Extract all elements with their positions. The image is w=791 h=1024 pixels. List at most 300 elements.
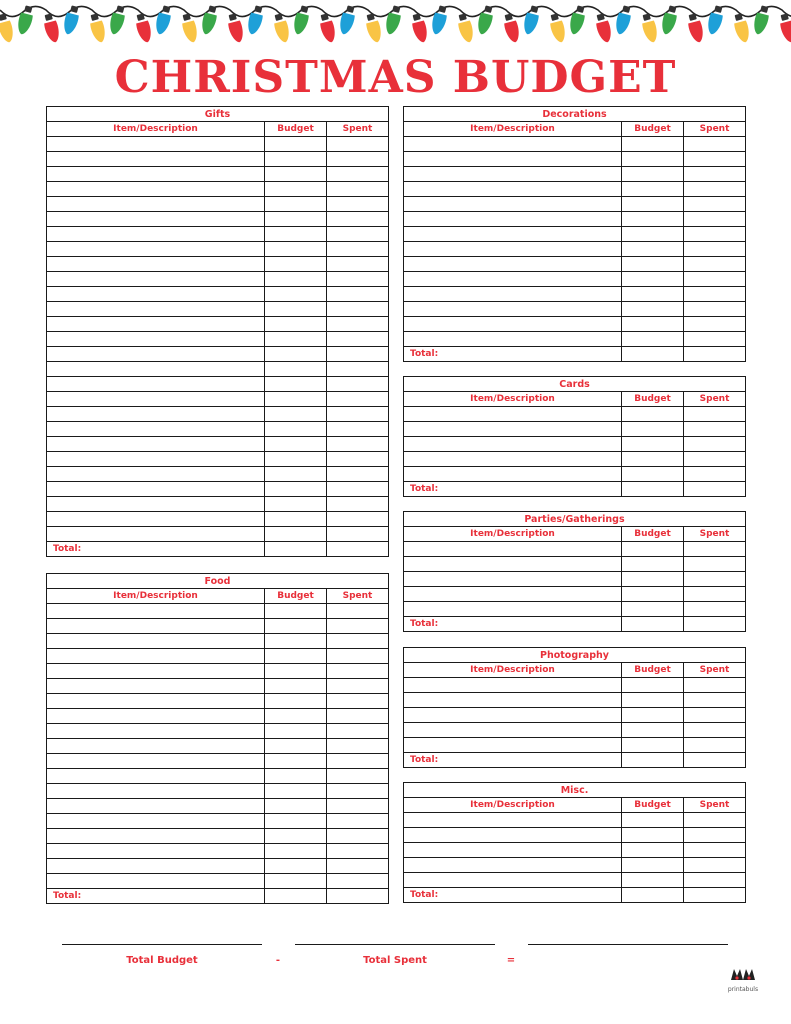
item-cell[interactable] xyxy=(47,437,265,452)
total-row xyxy=(47,542,389,557)
item-cell[interactable] xyxy=(404,542,622,557)
spent-cell[interactable] xyxy=(684,182,746,197)
budget-cell[interactable] xyxy=(622,227,684,242)
item-cell[interactable] xyxy=(404,678,622,693)
budget-column-header: Budget xyxy=(622,392,684,407)
budget-cell[interactable] xyxy=(265,467,327,482)
item-cell[interactable] xyxy=(47,302,265,317)
spent-cell[interactable] xyxy=(327,497,389,512)
spent-cell[interactable] xyxy=(684,272,746,287)
item-cell[interactable] xyxy=(404,332,622,347)
budget-column-header: Budget xyxy=(622,122,684,137)
budget-cell[interactable] xyxy=(265,242,327,257)
item-cell[interactable] xyxy=(47,407,265,422)
item-cell[interactable] xyxy=(404,873,622,888)
spent-cell[interactable] xyxy=(327,437,389,452)
budget-cell[interactable] xyxy=(622,858,684,873)
item-cell[interactable] xyxy=(47,859,265,874)
item-cell[interactable] xyxy=(47,137,265,152)
budget-cell[interactable] xyxy=(265,392,327,407)
budget-cell[interactable] xyxy=(622,257,684,272)
item-cell[interactable] xyxy=(404,287,622,302)
spent-cell[interactable] xyxy=(327,512,389,527)
budget-cell[interactable] xyxy=(265,437,327,452)
item-cell[interactable] xyxy=(47,167,265,182)
page-title: CHRISTMAS BUDGET xyxy=(114,52,677,103)
spent-cell[interactable] xyxy=(684,242,746,257)
budget-cell[interactable] xyxy=(265,377,327,392)
spent-cell[interactable] xyxy=(684,287,746,302)
spent-cell[interactable] xyxy=(684,197,746,212)
budget-cell[interactable] xyxy=(622,287,684,302)
item-cell[interactable] xyxy=(47,619,265,634)
table-row xyxy=(47,754,389,769)
total-spent-cell[interactable] xyxy=(684,617,746,632)
item-cell[interactable] xyxy=(47,347,265,362)
item-cell[interactable] xyxy=(47,497,265,512)
budget-cell[interactable] xyxy=(265,452,327,467)
item-cell[interactable] xyxy=(404,212,622,227)
item-cell[interactable] xyxy=(404,708,622,723)
budget-cell[interactable] xyxy=(265,167,327,182)
item-cell[interactable] xyxy=(47,829,265,844)
item-cell[interactable] xyxy=(404,227,622,242)
spent-cell[interactable] xyxy=(684,572,746,587)
total-budget-cell[interactable] xyxy=(622,617,684,632)
spent-cell[interactable] xyxy=(327,694,389,709)
budget-cell[interactable] xyxy=(622,302,684,317)
item-cell[interactable] xyxy=(404,242,622,257)
item-cell[interactable] xyxy=(404,467,622,482)
budget-cell[interactable] xyxy=(622,272,684,287)
spent-cell[interactable] xyxy=(684,137,746,152)
spent-cell[interactable] xyxy=(684,437,746,452)
spent-cell[interactable] xyxy=(684,708,746,723)
budget-cell[interactable] xyxy=(622,152,684,167)
photography-heading: Photography xyxy=(404,648,746,663)
spent-cell[interactable] xyxy=(684,813,746,828)
budget-cell[interactable] xyxy=(265,332,327,347)
item-cell[interactable] xyxy=(47,182,265,197)
budget-cell[interactable] xyxy=(622,602,684,617)
item-cell[interactable] xyxy=(404,422,622,437)
item-cell[interactable] xyxy=(47,482,265,497)
spent-cell[interactable] xyxy=(327,182,389,197)
item-cell[interactable] xyxy=(404,182,622,197)
budget-cell[interactable] xyxy=(622,452,684,467)
spent-cell[interactable] xyxy=(327,844,389,859)
budget-cell[interactable] xyxy=(265,347,327,362)
budget-cell[interactable] xyxy=(265,634,327,649)
spent-cell[interactable] xyxy=(684,317,746,332)
table-row xyxy=(404,602,746,617)
decorations-table xyxy=(403,106,746,362)
budget-cell[interactable] xyxy=(265,512,327,527)
spent-cell[interactable] xyxy=(684,843,746,858)
spent-cell[interactable] xyxy=(684,467,746,482)
spent-cell[interactable] xyxy=(327,829,389,844)
spent-cell[interactable] xyxy=(327,482,389,497)
spent-cell[interactable] xyxy=(327,467,389,482)
misc-heading: Misc. xyxy=(404,783,746,798)
item-cell[interactable] xyxy=(404,557,622,572)
item-column-header: Item/Description xyxy=(47,122,265,137)
spent-cell[interactable] xyxy=(684,167,746,182)
budget-cell[interactable] xyxy=(622,167,684,182)
budget-cell[interactable] xyxy=(622,407,684,422)
spent-cell[interactable] xyxy=(327,527,389,542)
total-budget-cell[interactable] xyxy=(622,482,684,497)
item-cell[interactable] xyxy=(404,167,622,182)
item-cell[interactable] xyxy=(47,754,265,769)
budget-cell[interactable] xyxy=(622,242,684,257)
budget-cell[interactable] xyxy=(265,287,327,302)
budget-cell[interactable] xyxy=(622,197,684,212)
budget-cell[interactable] xyxy=(622,332,684,347)
budget-cell[interactable] xyxy=(265,874,327,889)
light-bulb-icon xyxy=(61,5,81,36)
item-cell[interactable] xyxy=(404,828,622,843)
budget-cell[interactable] xyxy=(265,769,327,784)
budget-cell[interactable] xyxy=(622,738,684,753)
item-cell[interactable] xyxy=(47,679,265,694)
item-cell[interactable] xyxy=(47,332,265,347)
spent-column-header: Spent xyxy=(684,663,746,678)
budget-cell[interactable] xyxy=(622,693,684,708)
budget-cell[interactable] xyxy=(265,272,327,287)
table-row xyxy=(47,272,389,287)
budget-cell[interactable] xyxy=(265,619,327,634)
item-cell[interactable] xyxy=(47,317,265,332)
total-spent-cell[interactable] xyxy=(684,482,746,497)
budget-cell[interactable] xyxy=(265,754,327,769)
table-row xyxy=(47,859,389,874)
item-cell[interactable] xyxy=(404,572,622,587)
item-cell[interactable] xyxy=(47,362,265,377)
item-cell[interactable] xyxy=(47,784,265,799)
item-cell[interactable] xyxy=(47,769,265,784)
budget-cell[interactable] xyxy=(265,829,327,844)
budget-cell[interactable] xyxy=(622,182,684,197)
spent-cell[interactable] xyxy=(327,347,389,362)
item-column-header: Item/Description xyxy=(404,663,622,678)
photography-table xyxy=(403,647,746,768)
item-cell[interactable] xyxy=(47,467,265,482)
budget-cell[interactable] xyxy=(622,813,684,828)
budget-cell[interactable] xyxy=(265,317,327,332)
spent-column-header: Spent xyxy=(684,122,746,137)
spent-cell[interactable] xyxy=(327,452,389,467)
item-cell[interactable] xyxy=(404,723,622,738)
budget-cell[interactable] xyxy=(622,437,684,452)
item-cell[interactable] xyxy=(404,452,622,467)
item-cell[interactable] xyxy=(47,152,265,167)
item-cell[interactable] xyxy=(404,813,622,828)
item-cell[interactable] xyxy=(404,738,622,753)
total-spent-cell[interactable] xyxy=(684,753,746,768)
misc-table xyxy=(403,782,746,903)
spent-cell[interactable] xyxy=(327,212,389,227)
item-cell[interactable] xyxy=(404,858,622,873)
spent-cell[interactable] xyxy=(327,197,389,212)
item-cell[interactable] xyxy=(47,664,265,679)
item-cell[interactable] xyxy=(47,739,265,754)
spent-cell[interactable] xyxy=(327,739,389,754)
budget-cell[interactable] xyxy=(265,527,327,542)
total-spent-cell[interactable] xyxy=(684,888,746,903)
budget-cell[interactable] xyxy=(265,497,327,512)
spent-cell[interactable] xyxy=(327,332,389,347)
spent-cell[interactable] xyxy=(327,799,389,814)
budget-cell[interactable] xyxy=(265,407,327,422)
budget-cell[interactable] xyxy=(265,679,327,694)
item-cell[interactable] xyxy=(404,843,622,858)
budget-cell[interactable] xyxy=(265,257,327,272)
item-cell[interactable] xyxy=(404,272,622,287)
string-lights-decoration xyxy=(0,0,791,60)
spent-cell[interactable] xyxy=(327,634,389,649)
budget-cell[interactable] xyxy=(622,708,684,723)
item-cell[interactable] xyxy=(47,874,265,889)
budget-cell[interactable] xyxy=(622,678,684,693)
spent-cell[interactable] xyxy=(684,302,746,317)
spent-cell[interactable] xyxy=(327,152,389,167)
item-column-header: Item/Description xyxy=(47,589,265,604)
table-row xyxy=(404,452,746,467)
logo-mark-icon xyxy=(729,967,757,981)
item-cell[interactable] xyxy=(404,317,622,332)
item-cell[interactable] xyxy=(404,152,622,167)
total-budget-cell[interactable] xyxy=(622,888,684,903)
decorations-heading: Decorations xyxy=(404,107,746,122)
spent-cell[interactable] xyxy=(684,723,746,738)
spent-cell[interactable] xyxy=(684,738,746,753)
spent-cell[interactable] xyxy=(327,859,389,874)
spent-cell[interactable] xyxy=(327,407,389,422)
budget-cell[interactable] xyxy=(265,694,327,709)
budget-cell[interactable] xyxy=(622,467,684,482)
difference-line xyxy=(528,944,728,945)
budget-cell[interactable] xyxy=(622,212,684,227)
item-cell[interactable] xyxy=(47,527,265,542)
item-cell[interactable] xyxy=(47,272,265,287)
item-cell[interactable] xyxy=(47,694,265,709)
total-budget-cell[interactable] xyxy=(265,542,327,557)
total-row xyxy=(404,482,746,497)
budget-cell[interactable] xyxy=(265,362,327,377)
spent-cell[interactable] xyxy=(327,257,389,272)
spent-cell[interactable] xyxy=(327,377,389,392)
budget-cell[interactable] xyxy=(622,317,684,332)
item-cell[interactable] xyxy=(47,844,265,859)
spent-column-header: Spent xyxy=(684,798,746,813)
budget-cell[interactable] xyxy=(622,723,684,738)
spent-cell[interactable] xyxy=(327,137,389,152)
spent-cell[interactable] xyxy=(684,557,746,572)
light-bulb-icon xyxy=(659,5,679,36)
spent-cell[interactable] xyxy=(327,287,389,302)
spent-cell[interactable] xyxy=(684,257,746,272)
item-cell[interactable] xyxy=(47,212,265,227)
item-cell[interactable] xyxy=(404,302,622,317)
item-cell[interactable] xyxy=(47,724,265,739)
item-cell[interactable] xyxy=(47,227,265,242)
budget-cell[interactable] xyxy=(265,739,327,754)
budget-cell[interactable] xyxy=(265,844,327,859)
item-cell[interactable] xyxy=(47,242,265,257)
table-row xyxy=(404,873,746,888)
budget-cell[interactable] xyxy=(265,649,327,664)
spent-cell[interactable] xyxy=(684,422,746,437)
spent-cell[interactable] xyxy=(327,664,389,679)
total-spent-cell[interactable] xyxy=(327,889,389,904)
spent-cell[interactable] xyxy=(327,317,389,332)
table-row xyxy=(47,799,389,814)
spent-cell[interactable] xyxy=(684,227,746,242)
budget-cell[interactable] xyxy=(265,814,327,829)
budget-cell[interactable] xyxy=(265,422,327,437)
item-cell[interactable] xyxy=(47,452,265,467)
total-spent-cell[interactable] xyxy=(684,347,746,362)
spent-cell[interactable] xyxy=(684,587,746,602)
spent-cell[interactable] xyxy=(327,167,389,182)
budget-cell[interactable] xyxy=(265,799,327,814)
spent-cell[interactable] xyxy=(684,858,746,873)
spent-cell[interactable] xyxy=(684,542,746,557)
item-cell[interactable] xyxy=(404,437,622,452)
table-row xyxy=(47,392,389,407)
budget-cell[interactable] xyxy=(265,724,327,739)
budget-cell[interactable] xyxy=(265,302,327,317)
item-cell[interactable] xyxy=(404,587,622,602)
spent-cell[interactable] xyxy=(327,422,389,437)
light-bulb-icon xyxy=(245,5,265,36)
item-cell[interactable] xyxy=(47,197,265,212)
budget-cell[interactable] xyxy=(622,137,684,152)
spent-cell[interactable] xyxy=(684,678,746,693)
budget-cell[interactable] xyxy=(265,197,327,212)
budget-cell[interactable] xyxy=(622,873,684,888)
spent-cell[interactable] xyxy=(684,873,746,888)
item-cell[interactable] xyxy=(47,422,265,437)
cards-heading: Cards xyxy=(404,377,746,392)
table-row xyxy=(404,152,746,167)
item-cell[interactable] xyxy=(47,709,265,724)
item-cell[interactable] xyxy=(404,197,622,212)
budget-cell[interactable] xyxy=(265,604,327,619)
budget-cell[interactable] xyxy=(265,784,327,799)
budget-cell[interactable] xyxy=(265,227,327,242)
spent-cell[interactable] xyxy=(327,242,389,257)
table-row xyxy=(47,814,389,829)
spent-cell[interactable] xyxy=(684,332,746,347)
item-cell[interactable] xyxy=(47,634,265,649)
total-budget-cell[interactable] xyxy=(622,347,684,362)
spent-cell[interactable] xyxy=(327,754,389,769)
spent-cell[interactable] xyxy=(327,362,389,377)
item-cell[interactable] xyxy=(47,392,265,407)
budget-column-header: Budget xyxy=(265,122,327,137)
item-cell[interactable] xyxy=(47,799,265,814)
spent-cell[interactable] xyxy=(327,814,389,829)
spent-cell[interactable] xyxy=(684,152,746,167)
item-cell[interactable] xyxy=(404,257,622,272)
spent-cell[interactable] xyxy=(327,679,389,694)
spent-cell[interactable] xyxy=(327,724,389,739)
item-cell[interactable] xyxy=(404,602,622,617)
spent-cell[interactable] xyxy=(327,709,389,724)
budget-cell[interactable] xyxy=(265,212,327,227)
spent-cell[interactable] xyxy=(684,693,746,708)
budget-cell[interactable] xyxy=(265,709,327,724)
budget-cell[interactable] xyxy=(265,152,327,167)
budget-cell[interactable] xyxy=(622,587,684,602)
item-cell[interactable] xyxy=(404,693,622,708)
item-cell[interactable] xyxy=(47,649,265,664)
logo-text: printabuls xyxy=(727,986,759,993)
item-cell[interactable] xyxy=(47,604,265,619)
spent-cell[interactable] xyxy=(684,452,746,467)
budget-cell[interactable] xyxy=(622,828,684,843)
spent-cell[interactable] xyxy=(327,874,389,889)
table-row xyxy=(47,874,389,889)
table-row xyxy=(404,167,746,182)
budget-cell[interactable] xyxy=(622,843,684,858)
spent-column-header: Spent xyxy=(327,122,389,137)
table-row xyxy=(404,693,746,708)
item-cell[interactable] xyxy=(404,137,622,152)
table-row xyxy=(47,497,389,512)
spent-cell[interactable] xyxy=(684,828,746,843)
budget-cell[interactable] xyxy=(265,182,327,197)
table-row xyxy=(404,572,746,587)
table-row xyxy=(404,272,746,287)
gifts-table xyxy=(46,106,389,557)
item-cell[interactable] xyxy=(47,814,265,829)
spent-cell[interactable] xyxy=(684,212,746,227)
item-cell[interactable] xyxy=(47,512,265,527)
budget-cell[interactable] xyxy=(265,137,327,152)
spent-cell[interactable] xyxy=(327,604,389,619)
budget-cell[interactable] xyxy=(622,572,684,587)
spent-cell[interactable] xyxy=(327,784,389,799)
item-cell[interactable] xyxy=(47,287,265,302)
budget-cell[interactable] xyxy=(622,422,684,437)
budget-cell[interactable] xyxy=(265,664,327,679)
item-cell[interactable] xyxy=(47,257,265,272)
budget-cell[interactable] xyxy=(265,482,327,497)
total-budget-cell[interactable] xyxy=(265,889,327,904)
spent-cell[interactable] xyxy=(327,619,389,634)
budget-cell[interactable] xyxy=(622,557,684,572)
spent-cell[interactable] xyxy=(327,302,389,317)
item-cell[interactable] xyxy=(47,377,265,392)
spent-cell[interactable] xyxy=(684,602,746,617)
spent-cell[interactable] xyxy=(327,272,389,287)
budget-cell[interactable] xyxy=(265,859,327,874)
spent-cell[interactable] xyxy=(327,227,389,242)
total-spent-cell[interactable] xyxy=(327,542,389,557)
total-budget-cell[interactable] xyxy=(622,753,684,768)
spent-cell[interactable] xyxy=(327,649,389,664)
budget-cell[interactable] xyxy=(622,542,684,557)
spent-cell[interactable] xyxy=(684,407,746,422)
light-bulb-icon xyxy=(567,5,587,36)
table-row xyxy=(47,604,389,619)
spent-cell[interactable] xyxy=(327,392,389,407)
spent-cell[interactable] xyxy=(327,769,389,784)
item-cell[interactable] xyxy=(404,407,622,422)
